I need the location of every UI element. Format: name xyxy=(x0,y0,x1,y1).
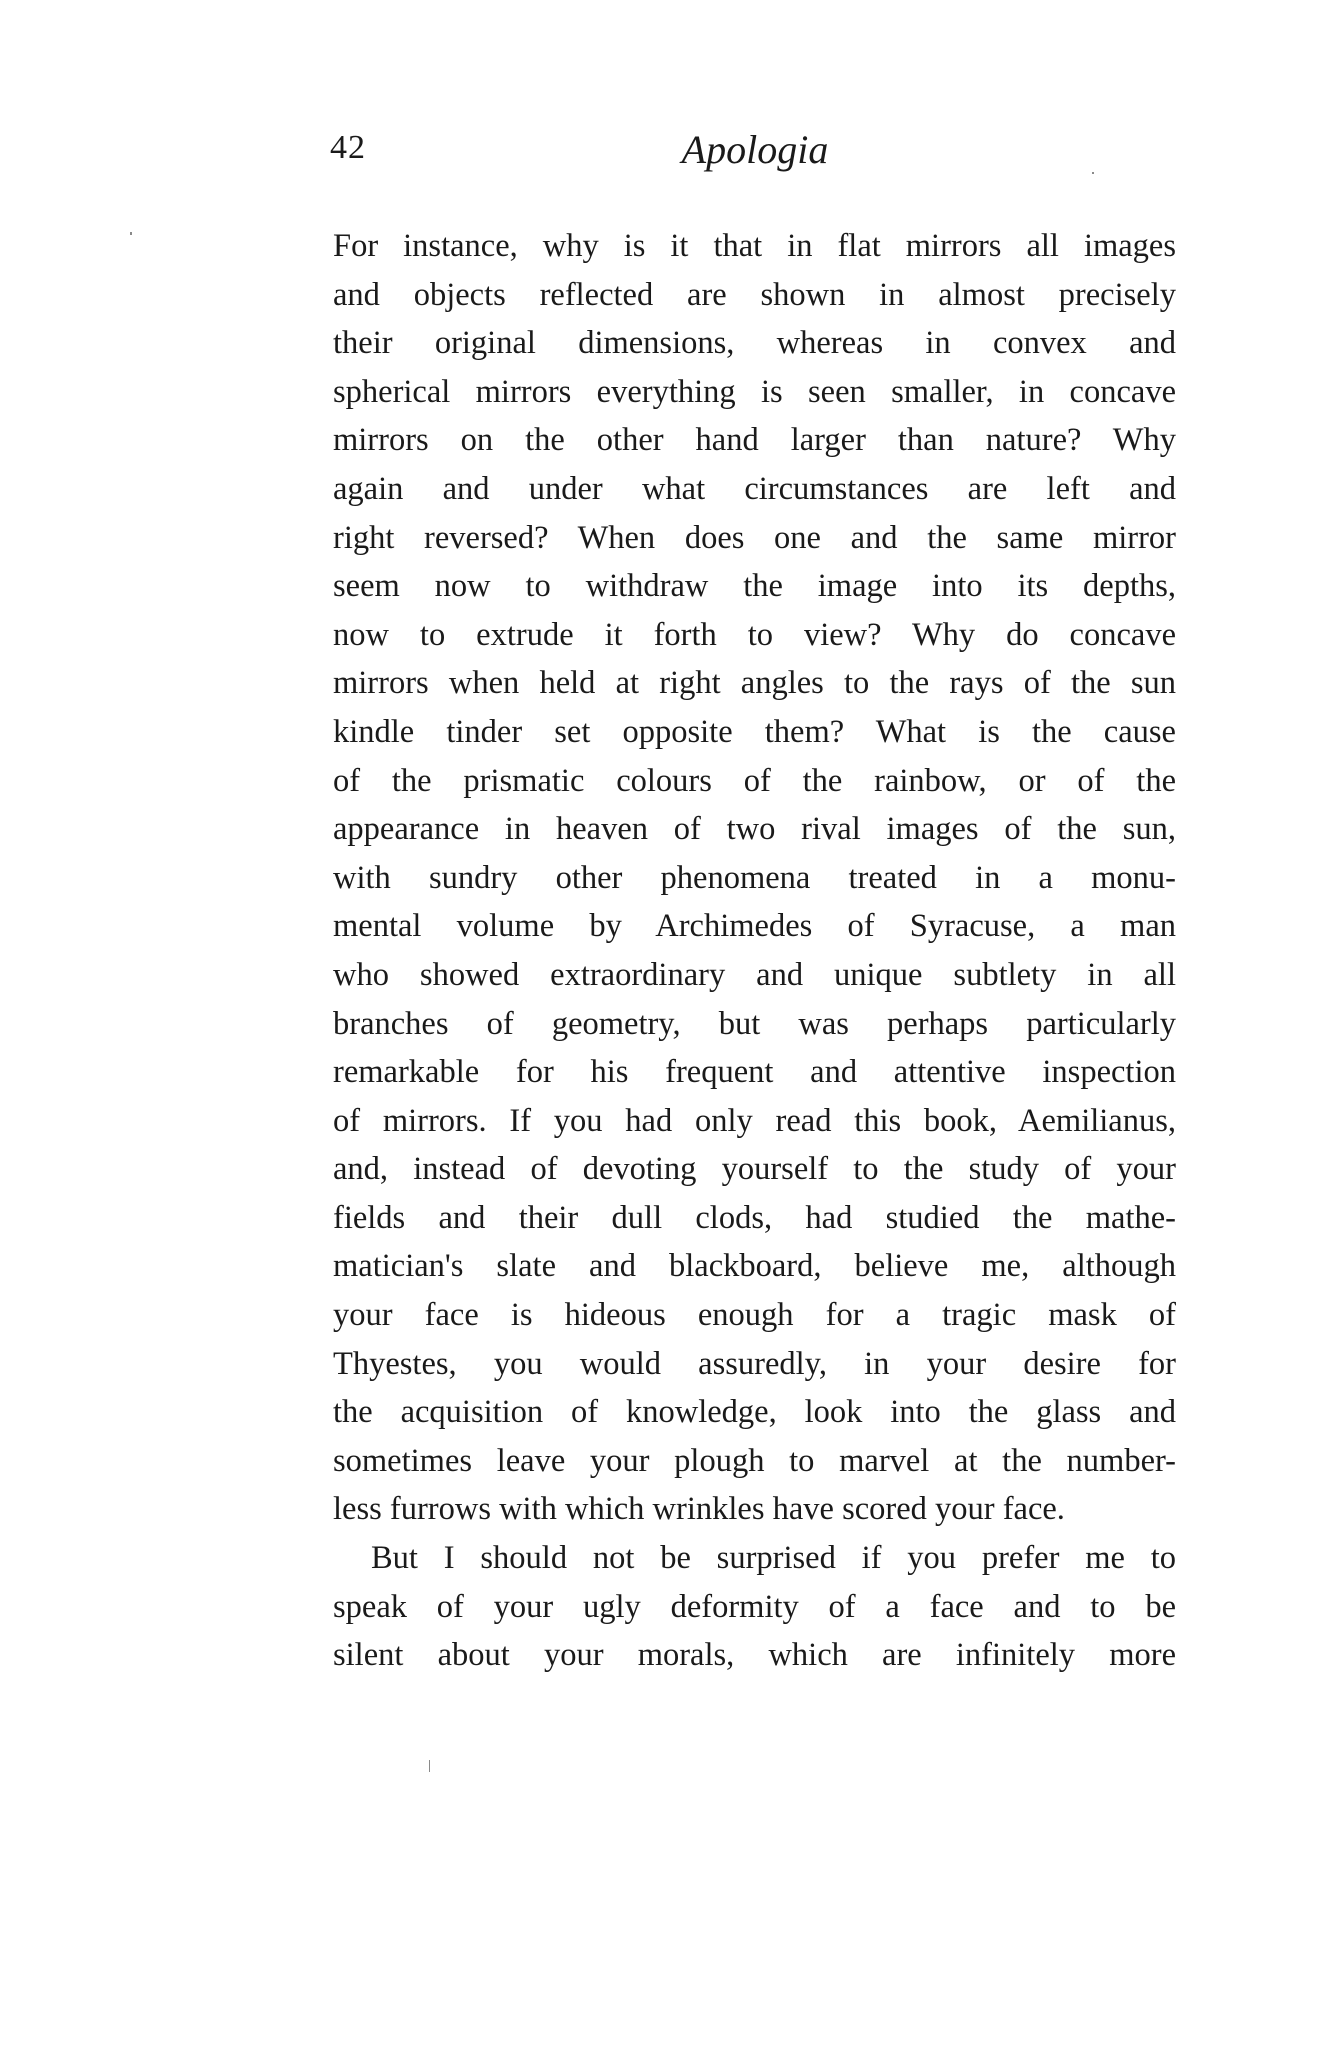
text-line: spherical mirrors everything is seen smaller, in concave xyxy=(333,373,1176,410)
page-header xyxy=(330,128,1180,188)
text-line: mirrors on the other hand larger than nature? Why xyxy=(333,422,1176,459)
text-line: of the prismatic colours of the rainbow, or of the xyxy=(333,762,1176,799)
text-line: For instance, why is it that in flat mirrors all images xyxy=(333,228,1176,264)
text-line: with sundry other phenomena treated in a monu- xyxy=(333,859,1176,896)
text-line: who showed extraordinary and unique subtlety in all xyxy=(333,956,1176,993)
text-line: branches of geometry, but was perhaps particularly xyxy=(333,1005,1176,1042)
paragraph-end-line: less furrows with which wrinkles have scored your face. xyxy=(333,1491,1065,1528)
text-line: speak of your ugly deformity of a face and to be xyxy=(333,1588,1176,1625)
text-line: and, instead of devoting yourself to the study of your xyxy=(333,1151,1176,1188)
text-line: appearance in heaven of two rival images of the sun, xyxy=(333,811,1176,848)
text-line: right reversed? When does one and the same mirror xyxy=(333,519,1176,556)
text-line: remarkable for his frequent and attentive inspection xyxy=(333,1054,1176,1091)
scan-speck xyxy=(429,1760,430,1772)
text-line: your face is hideous enough for a tragic mask of xyxy=(333,1297,1176,1334)
text-line: the acquisition of knowledge, look into the glass and xyxy=(333,1394,1176,1431)
text-line: mental volume by Archimedes of Syracuse, a man xyxy=(333,908,1176,945)
scan-speck xyxy=(1092,172,1094,174)
text-line: seem now to withdraw the image into its depths, xyxy=(333,568,1176,605)
text-line: kindle tinder set opposite them? What is the cause xyxy=(333,713,1176,750)
scan-speck xyxy=(130,232,132,235)
text-line: sometimes leave your plough to marvel at the number- xyxy=(333,1442,1176,1479)
text-line: now to extrude it forth to view? Why do concave xyxy=(333,616,1176,653)
paragraph-start-line: But I should not be surprised if you prefer me to xyxy=(371,1540,1176,1577)
text-line: fields and their dull clods, had studied the mathe- xyxy=(333,1199,1176,1236)
text-line: their original dimensions, whereas in convex and xyxy=(333,325,1176,362)
running-title: Apologia xyxy=(681,127,829,172)
text-line: matician's slate and blackboard, believe me, although xyxy=(333,1248,1176,1285)
text-line: mirrors when held at right angles to the rays of the sun xyxy=(333,665,1176,702)
body-text xyxy=(333,222,1176,1680)
text-line: and objects reflected are shown in almost precisely xyxy=(333,276,1176,313)
page-number: 42 xyxy=(330,129,366,166)
text-line: again and under what circumstances are left and xyxy=(333,470,1176,507)
text-line: Thyestes, you would assuredly, in your desire for xyxy=(333,1345,1176,1382)
text-line: silent about your morals, which are infinitely more xyxy=(333,1637,1176,1674)
text-line: of mirrors. If you had only read this book, Aemilianus, xyxy=(333,1102,1176,1139)
